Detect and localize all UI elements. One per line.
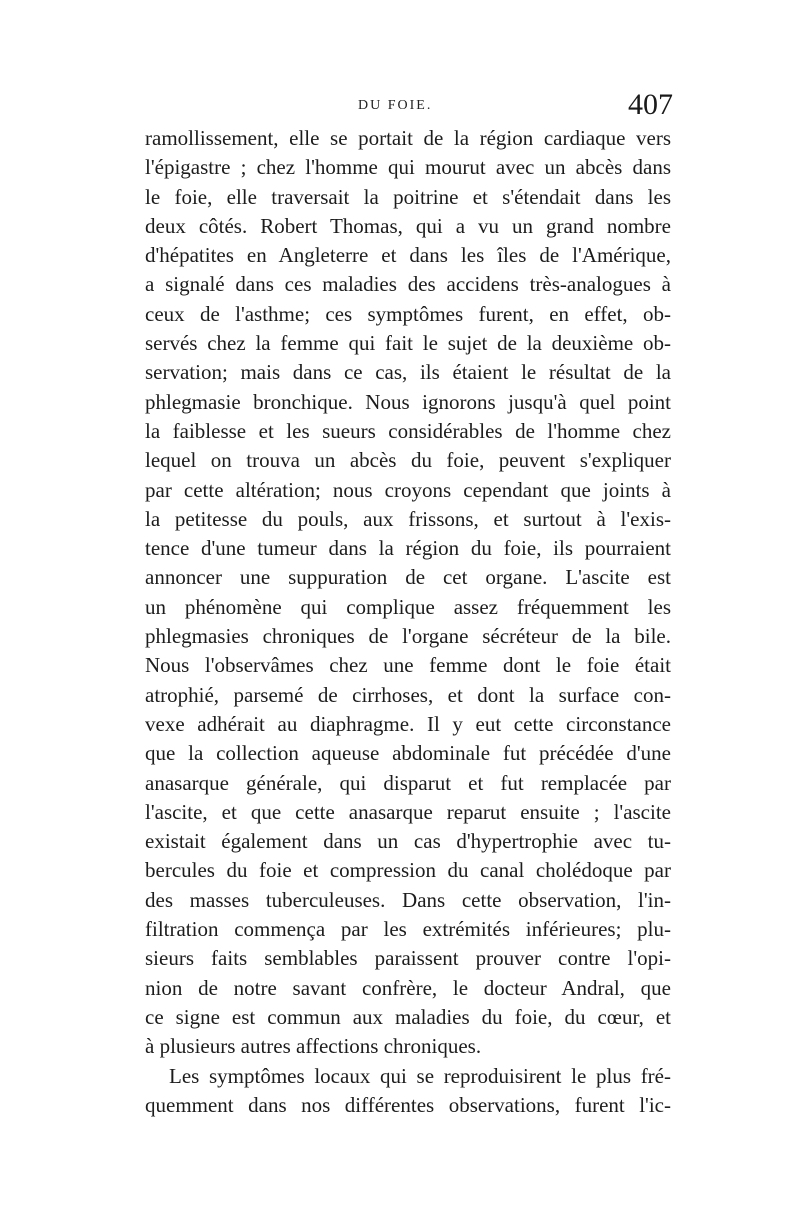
text-line: un phénomène qui complique assez fréquemment les [145,594,671,619]
text-line: ramollissement, elle se portait de la région cardiaque vers [145,126,671,150]
text-line: phlegmasies chroniques de l'organe sécréteur de la bile. [145,624,671,649]
text-line: existait également dans un cas d'hypertrophie avec tu- [145,829,671,854]
text-line: bercules du foie et compression du canal cholédoque par [145,858,671,883]
text-line: phlegmasie bronchique. Nous ignorons jusqu'à quel point [145,389,671,414]
text-line: d'hépatites en Angleterre et dans les îles de l'Amérique, [145,243,671,268]
text-line: a signalé dans ces maladies des accidens très-analogues à [145,272,671,297]
text-line: à plusieurs autres affections chroniques. [145,1034,482,1059]
running-title: DU FOIE. [358,98,433,113]
text-line: le foie, elle traversait la poitrine et s'étendait dans les [145,184,671,209]
text-line: que la collection aqueuse abdominale fut précédée d'une [145,741,671,766]
text-line: atrophié, parsemé de cirrhoses, et dont la surface con- [145,682,671,707]
text-line: l'ascite, et que cette anasarque reparut ensuite ; l'ascite [145,799,671,824]
text-line: nion de notre savant confrère, le docteur Andral, que [145,975,671,1000]
text-line: lequel on trouva un abcès du foie, peuvent s'expliquer [145,448,671,473]
text-line: annoncer une suppuration de cet organe. L'ascite est [145,565,671,590]
text-line: Nous l'observâmes chez une femme dont le foie était [145,653,671,678]
text-line: Les symptômes locaux qui se reproduisirent le plus fré- [169,1063,671,1088]
page-number: 407 [628,88,673,121]
running-head [145,88,675,122]
text-line: par cette altération; nous croyons cependant que joints à [145,477,671,502]
text-line: filtration commença par les extrémités inférieures; plu- [145,917,671,942]
text-line: l'épigastre ; chez l'homme qui mourut avec un abcès dans [145,155,671,180]
text-line: deux côtés. Robert Thomas, qui a vu un grand nombre [145,213,671,238]
text-line: des masses tuberculeuses. Dans cette observation, l'in- [145,887,671,912]
text-line: servation; mais dans ce cas, ils étaient le résultat de la [145,360,671,385]
text-line: sieurs faits semblables paraissent prouver contre l'opi- [145,946,671,971]
text-line: vexe adhérait au diaphragme. Il y eut cette circonstance [145,711,671,736]
text-line: quemment dans nos différentes observations, furent l'ic- [145,1092,671,1117]
text-line: tence d'une tumeur dans la région du foie, ils pourraient [145,536,671,561]
body-text [145,124,671,1120]
text-line: la faiblesse et les sueurs considérables de l'homme chez [145,418,671,443]
text-line: servés chez la femme qui fait le sujet de la deuxième ob- [145,331,671,356]
text-line: ceux de l'asthme; ces symptômes furent, en effet, ob- [145,301,671,326]
text-line: la petitesse du pouls, aux frissons, et surtout à l'exis- [145,506,671,531]
text-line: ce signe est commun aux maladies du foie, du cœur, et [145,1004,671,1029]
text-line: anasarque générale, qui disparut et fut remplacée par [145,770,671,795]
